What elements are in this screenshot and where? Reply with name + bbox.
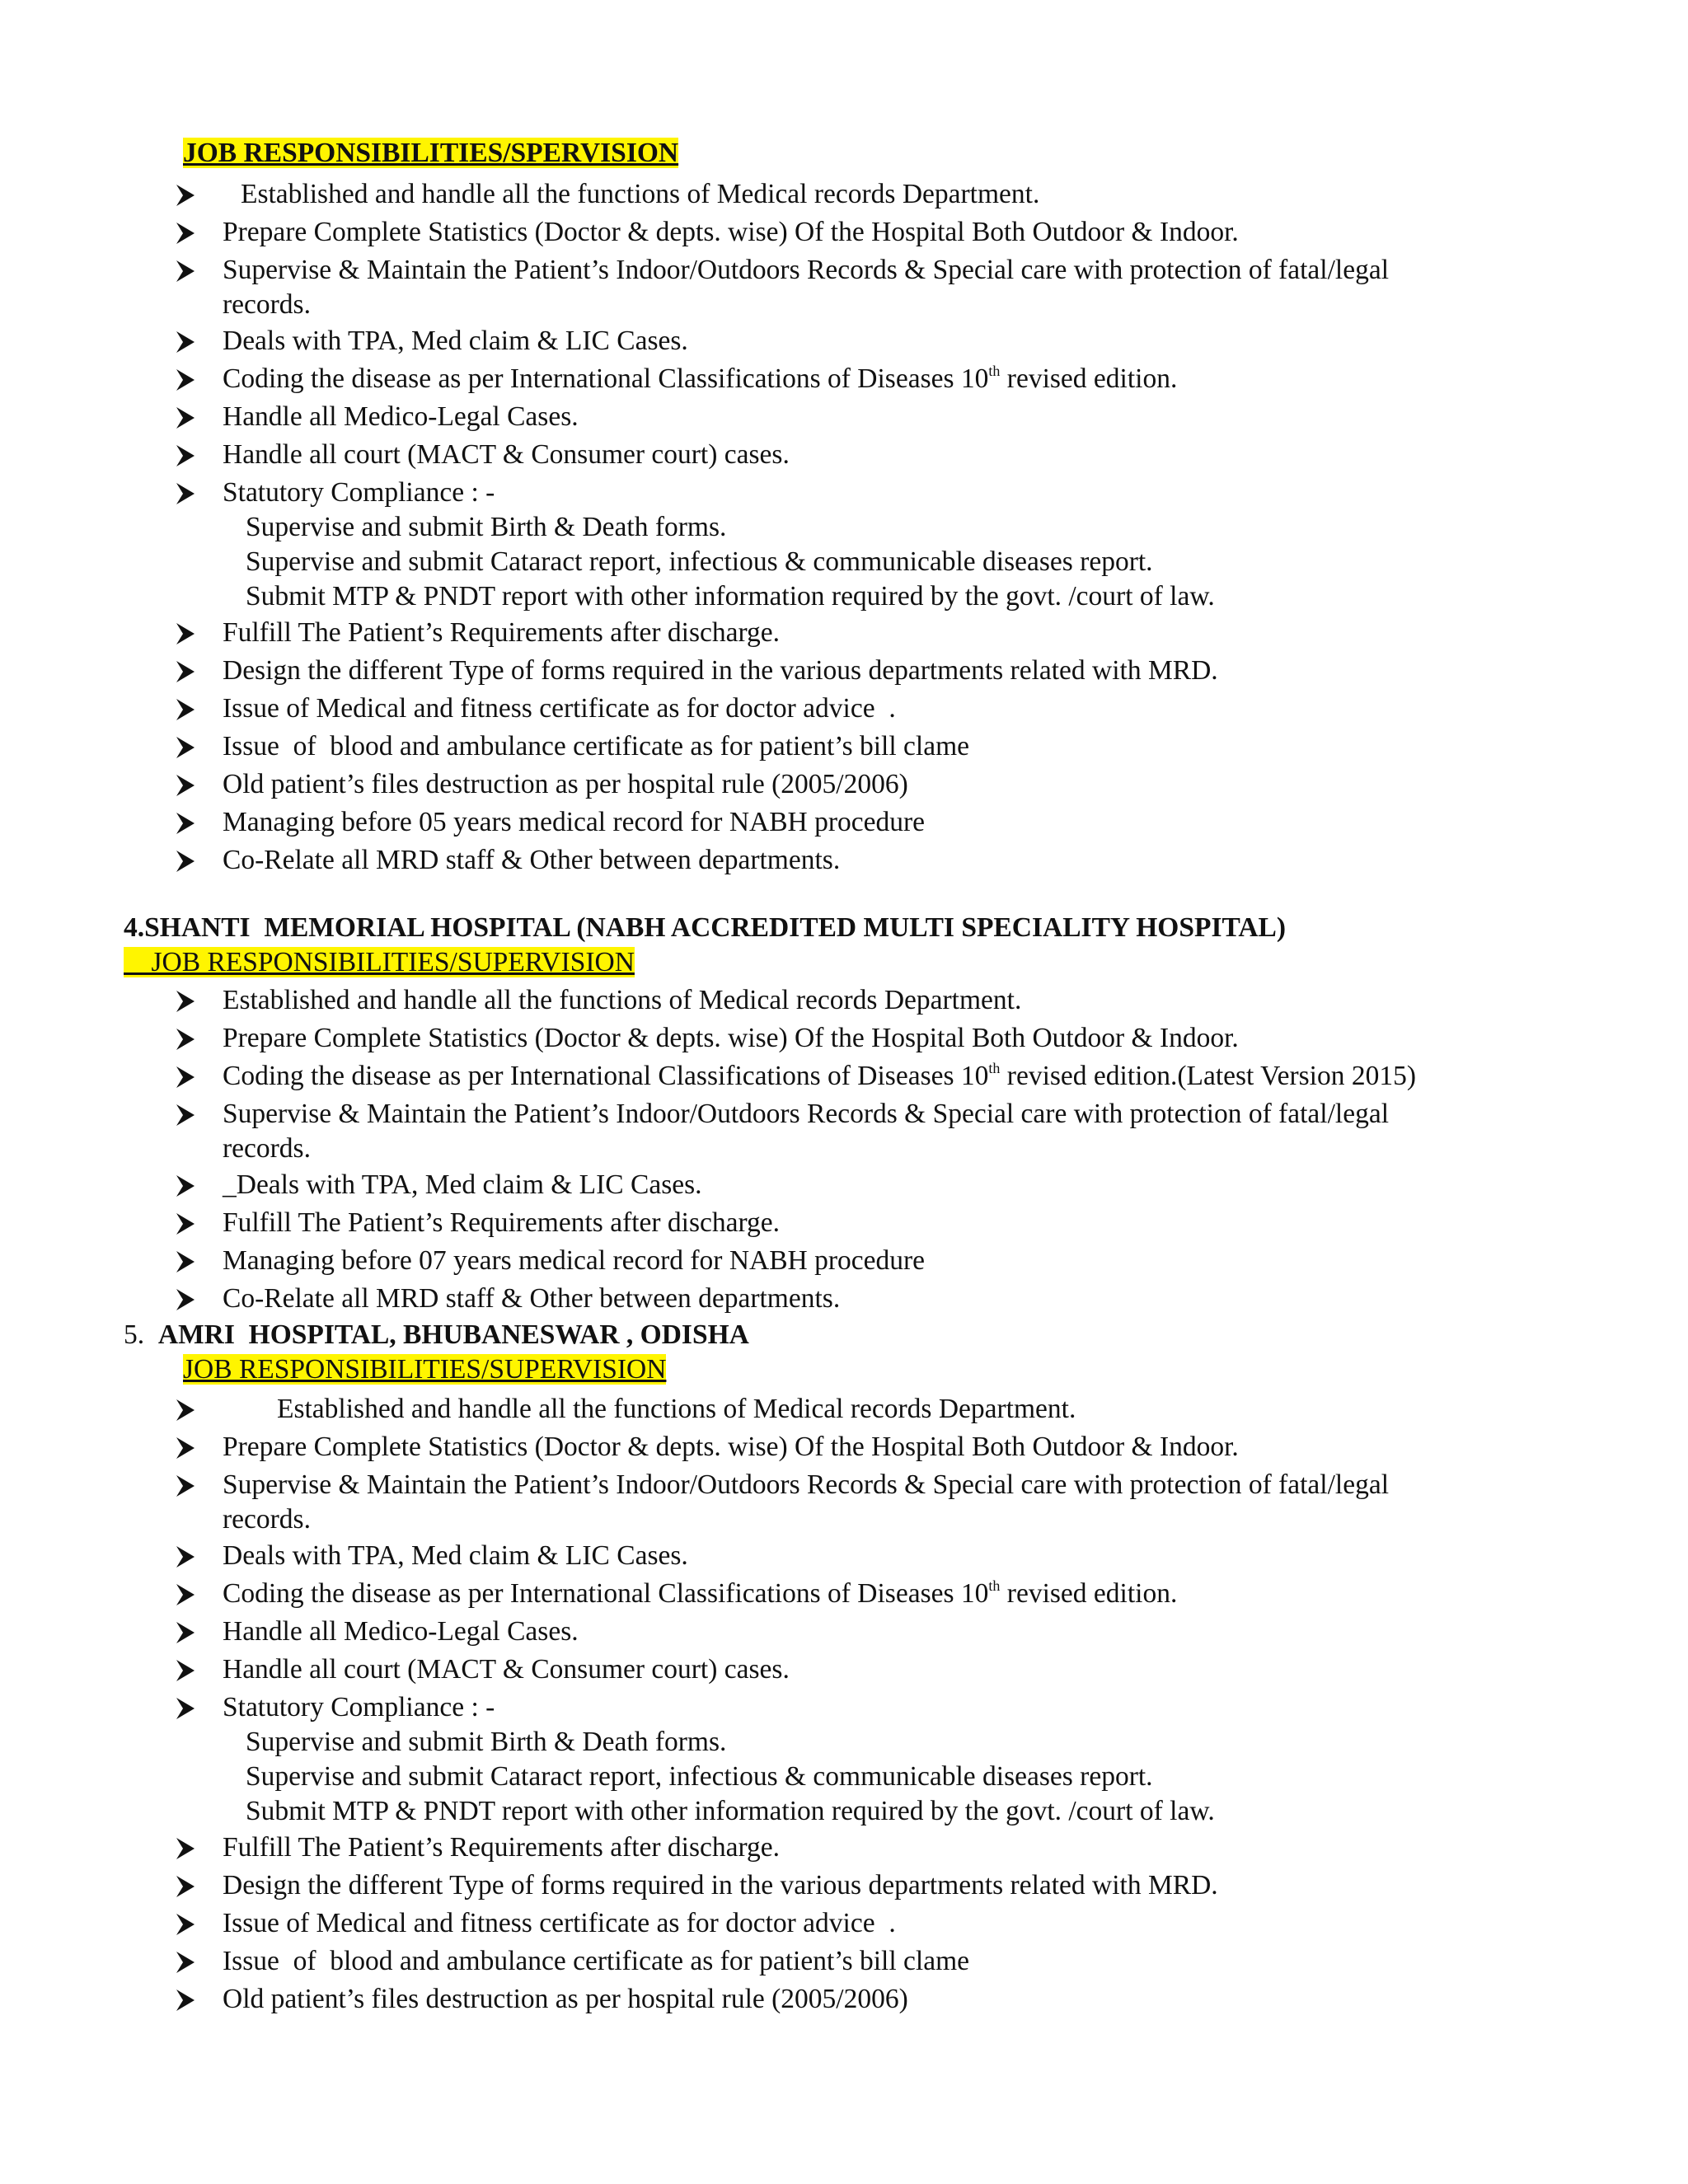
list-item: Prepare Complete Statistics (Doctor & depts. wise) Of the Hospital Both Outdoor & Indoor. — [223, 1432, 1239, 1462]
list-item: Old patient’s files destruction as per hospital rule (2005/2006) — [223, 1984, 908, 2014]
arrow-bullet-icon — [175, 1988, 196, 2013]
section-heading — [183, 1353, 666, 1386]
list-item-continuation: records. — [223, 1133, 311, 1164]
arrow-bullet-icon — [175, 1065, 196, 1090]
list-item: Handle all Medico-Legal Cases. — [223, 401, 579, 432]
list-item — [223, 1060, 1416, 1093]
section-heading-text: JOB RESPONSIBILITIES/SPERVISION — [183, 138, 679, 168]
list-item: Issue of blood and ambulance certificate as for patient’s bill clame — [223, 731, 970, 762]
list-item: Statutory Compliance : - — [223, 1692, 495, 1722]
list-item: Established and handle all the functions of Medical records Department. — [277, 1394, 1076, 1424]
list-item — [223, 363, 1177, 396]
section-title — [124, 1319, 749, 1352]
arrow-bullet-icon — [175, 259, 196, 284]
sub-item: Submit MTP & PNDT report with other information required by the govt. /court of law. — [246, 1796, 1215, 1826]
arrow-bullet-icon — [175, 1874, 196, 1899]
arrow-bullet-icon — [175, 849, 196, 874]
arrow-bullet-icon — [175, 1103, 196, 1127]
list-item-continuation: records. — [223, 289, 311, 320]
list-item: Fulfill The Patient’s Requirements after discharge. — [223, 1832, 781, 1863]
sub-item: Supervise and submit Cataract report, infectious & communicable diseases report. — [246, 1761, 1153, 1792]
arrow-bullet-icon — [175, 989, 196, 1014]
arrow-bullet-icon — [175, 1582, 196, 1607]
list-item: Deals with TPA, Med claim & LIC Cases. — [223, 1540, 688, 1571]
list-item-continuation: records. — [223, 1504, 311, 1535]
list-item: Handle all Medico-Legal Cases. — [223, 1616, 579, 1647]
list-item: Statutory Compliance : - — [223, 477, 495, 508]
section-heading — [124, 946, 635, 979]
arrow-bullet-icon — [175, 368, 196, 392]
section-title: 4.SHANTI MEMORIAL HOSPITAL (NABH ACCREDITED MULTI SPECIALITY HOSPITAL) — [124, 912, 1287, 943]
arrow-bullet-icon — [175, 1620, 196, 1645]
list-item-text: revised edition.(Latest Version 2015) — [1000, 1061, 1416, 1091]
list-item: Issue of blood and ambulance certificate as for patient’s bill clame — [223, 1946, 970, 1976]
list-item: Old patient’s files destruction as per hospital rule (2005/2006) — [223, 769, 908, 799]
list-item: Managing before 05 years medical record for NABH procedure — [223, 807, 926, 837]
list-item: Established and handle all the functions of Medical records Department. — [223, 985, 1022, 1015]
arrow-bullet-icon — [175, 1474, 196, 1498]
arrow-bullet-icon — [175, 1212, 196, 1236]
arrow-bullet-icon — [175, 1436, 196, 1460]
arrow-bullet-icon — [175, 621, 196, 646]
list-item: Supervise & Maintain the Patient’s Indoor/Outdoors Records & Special care with protection of fatal/legal — [223, 1099, 1390, 1129]
arrow-bullet-icon — [175, 443, 196, 468]
arrow-bullet-icon — [175, 1696, 196, 1721]
list-item: Deals with TPA, Med claim & LIC Cases. — [223, 326, 688, 356]
list-item: Supervise & Maintain the Patient’s Indoor/Outdoors Records & Special care with protection of fatal/legal — [223, 255, 1390, 285]
list-item: Fulfill The Patient’s Requirements after discharge. — [223, 1207, 781, 1238]
list-item: Prepare Complete Statistics (Doctor & depts. wise) Of the Hospital Both Outdoor & Indoor. — [223, 1023, 1239, 1053]
list-item: Design the different Type of forms required in the various departments related with MRD. — [223, 1870, 1218, 1900]
list-item: Issue of Medical and fitness certificate as for doctor advice . — [223, 693, 896, 724]
list-item-text: Coding the disease as per International Classifications of Diseases 10 — [223, 363, 989, 394]
arrow-bullet-icon — [175, 481, 196, 506]
arrow-bullet-icon — [175, 1174, 196, 1198]
arrow-bullet-icon — [175, 1658, 196, 1683]
arrow-bullet-icon — [175, 221, 196, 246]
list-item-text: Coding the disease as per International Classifications of Diseases 10 — [223, 1578, 989, 1609]
list-item-text: revised edition. — [1000, 1578, 1178, 1609]
arrow-bullet-icon — [175, 1027, 196, 1052]
superscript: th — [988, 362, 1001, 379]
sub-item: Supervise and submit Birth & Death forms. — [246, 512, 727, 542]
arrow-bullet-icon — [175, 1950, 196, 1975]
list-item: _Deals with TPA, Med claim & LIC Cases. — [223, 1169, 702, 1200]
sub-item: Submit MTP & PNDT report with other information required by the govt. /court of law. — [246, 581, 1215, 612]
list-item: Fulfill The Patient’s Requirements after discharge. — [223, 617, 781, 648]
list-item: Prepare Complete Statistics (Doctor & depts. wise) Of the Hospital Both Outdoor & Indoor. — [223, 217, 1239, 247]
list-item: Issue of Medical and fitness certificate as for doctor advice . — [223, 1908, 896, 1938]
list-item: Handle all court (MACT & Consumer court) cases. — [223, 1654, 790, 1685]
arrow-bullet-icon — [175, 1912, 196, 1937]
list-item: Co-Relate all MRD staff & Other between departments. — [223, 1283, 841, 1314]
sub-item: Supervise and submit Cataract report, infectious & communicable diseases report. — [246, 546, 1153, 577]
arrow-bullet-icon — [175, 735, 196, 760]
list-item — [223, 1577, 1177, 1610]
list-item: Co-Relate all MRD staff & Other between departments. — [223, 845, 841, 875]
arrow-bullet-icon — [175, 811, 196, 836]
list-item: Handle all court (MACT & Consumer court) cases. — [223, 439, 790, 470]
section-number: 5. — [124, 1319, 145, 1350]
list-item: Managing before 07 years medical record for NABH procedure — [223, 1245, 926, 1276]
section-heading-text: JOB RESPONSIBILITIES/SUPERVISION — [183, 1354, 667, 1385]
list-item: Established and handle all the functions of Medical records Department. — [241, 179, 1040, 209]
section-heading-text: JOB RESPONSIBILITIES/SUPERVISION — [124, 947, 635, 977]
list-item-text: revised edition. — [1000, 363, 1178, 394]
sub-item: Supervise and submit Birth & Death forms. — [246, 1727, 727, 1757]
list-item: Supervise & Maintain the Patient’s Indoor/Outdoors Records & Special care with protection of fatal/legal — [223, 1469, 1390, 1500]
arrow-bullet-icon — [175, 330, 196, 354]
superscript: th — [988, 1059, 1001, 1076]
arrow-bullet-icon — [175, 659, 196, 684]
arrow-bullet-icon — [175, 1544, 196, 1569]
arrow-bullet-icon — [175, 1287, 196, 1312]
section-title-text: AMRI HOSPITAL, BHUBANESWAR , ODISHA — [157, 1319, 749, 1350]
section-heading — [183, 137, 678, 170]
arrow-bullet-icon — [175, 773, 196, 798]
list-item-text: Coding the disease as per International Classifications of Diseases 10 — [223, 1061, 989, 1091]
arrow-bullet-icon — [175, 183, 196, 208]
superscript: th — [988, 1577, 1001, 1594]
arrow-bullet-icon — [175, 1249, 196, 1274]
arrow-bullet-icon — [175, 1398, 196, 1422]
arrow-bullet-icon — [175, 405, 196, 430]
arrow-bullet-icon — [175, 697, 196, 722]
list-item: Design the different Type of forms required in the various departments related with MRD. — [223, 655, 1218, 686]
arrow-bullet-icon — [175, 1836, 196, 1861]
